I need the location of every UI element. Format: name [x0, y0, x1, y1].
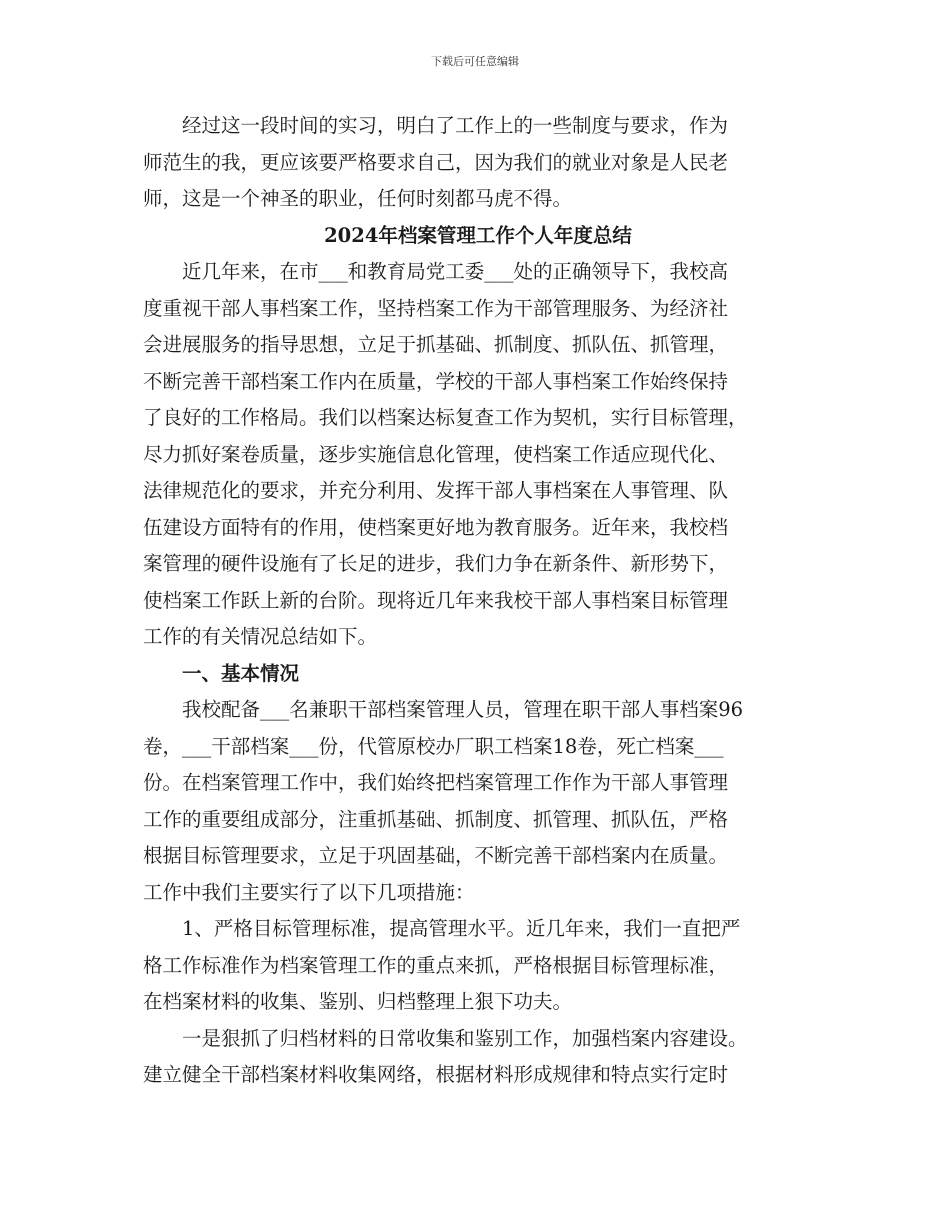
body-line: 工作中我们主要实行了以下几项措施：: [143, 880, 475, 904]
body-line: 格工作标准作为档案管理工作的重点来抓，严格根据目标管理标准，: [143, 953, 729, 977]
body-line: 一是狠抓了归档材料的日常收集和鉴别工作，加强档案内容建设。: [143, 1026, 748, 1050]
body-line: 卷，___干部档案___份，代管原校办厂职工档案18卷，死亡档案___: [143, 734, 724, 758]
body-line: 建立健全干部档案材料收集网络，根据材料形成规律和特点实行定时: [143, 1063, 729, 1086]
page-header: 下载后可任意编辑: [431, 55, 519, 68]
body-line: 尽力抓好案卷质量，逐步实施信息化管理，使档案工作适应现代化、: [143, 442, 729, 466]
body-line: 在档案材料的收集、鉴别、归档整理上狠下功夫。: [143, 990, 573, 1013]
body-line: 我校配备___名兼职干部档案管理人员，管理在职干部人事档案96: [143, 698, 744, 721]
body-line: 伍建设方面特有的作用，使档案更好地为教育服务。近年来，我校档: [143, 515, 729, 539]
body-line: 案管理的硬件设施有了长足的进步，我们力争在新条件、新形势下，: [143, 552, 729, 575]
body-line: 工作的有关情况总结如下。: [143, 625, 378, 648]
body-line: 经过这一段时间的实习，明白了工作上的一些制度与要求，作为: [143, 114, 729, 137]
body-line: 近几年来，在市___和教育局党工委___处的正确领导下，我校高: [143, 260, 729, 283]
body-line: 1、严格目标管理标准，提高管理水平。近几年来，我们一直把严: [143, 917, 741, 940]
body-line: 不断完善干部档案工作内在质量，学校的干部人事档案工作始终保持: [143, 369, 729, 393]
body-line: 工作的重要组成部分，注重抓基础、抓制度、抓管理、抓队伍，严格: [143, 807, 729, 831]
body-line: 师范生的我，更应该要严格要求自己，因为我们的就业对象是人民老: [143, 150, 729, 174]
section-heading: 一、基本情况: [143, 661, 300, 685]
body-line: 度重视干部人事档案工作，坚持档案工作为干部管理服务、为经济社: [143, 296, 729, 320]
document-body: [143, 108, 813, 1094]
body-line: 法律规范化的要求，并充分利用、发挥干部人事档案在人事管理、队: [143, 479, 729, 502]
document-title: 2024年档案管理工作个人年度总结: [324, 223, 632, 247]
body-line: 使档案工作跃上新的台阶。现将近几年来我校干部人事档案目标管理: [143, 588, 729, 612]
body-line: 根据目标管理要求，立足于巩固基础，不断完善干部档案内在质量。: [143, 844, 729, 867]
body-line: 师，这是一个神圣的职业，任何时刻都马虎不得。: [143, 187, 573, 210]
body-line: 会进展服务的指导思想，立足于抓基础、抓制度、抓队伍、抓管理，: [143, 333, 729, 356]
body-line: 份。在档案管理工作中，我们始终把档案管理工作作为干部人事管理: [143, 771, 729, 794]
body-line: 了良好的工作格局。我们以档案达标复查工作为契机，实行目标管理，: [143, 406, 748, 429]
